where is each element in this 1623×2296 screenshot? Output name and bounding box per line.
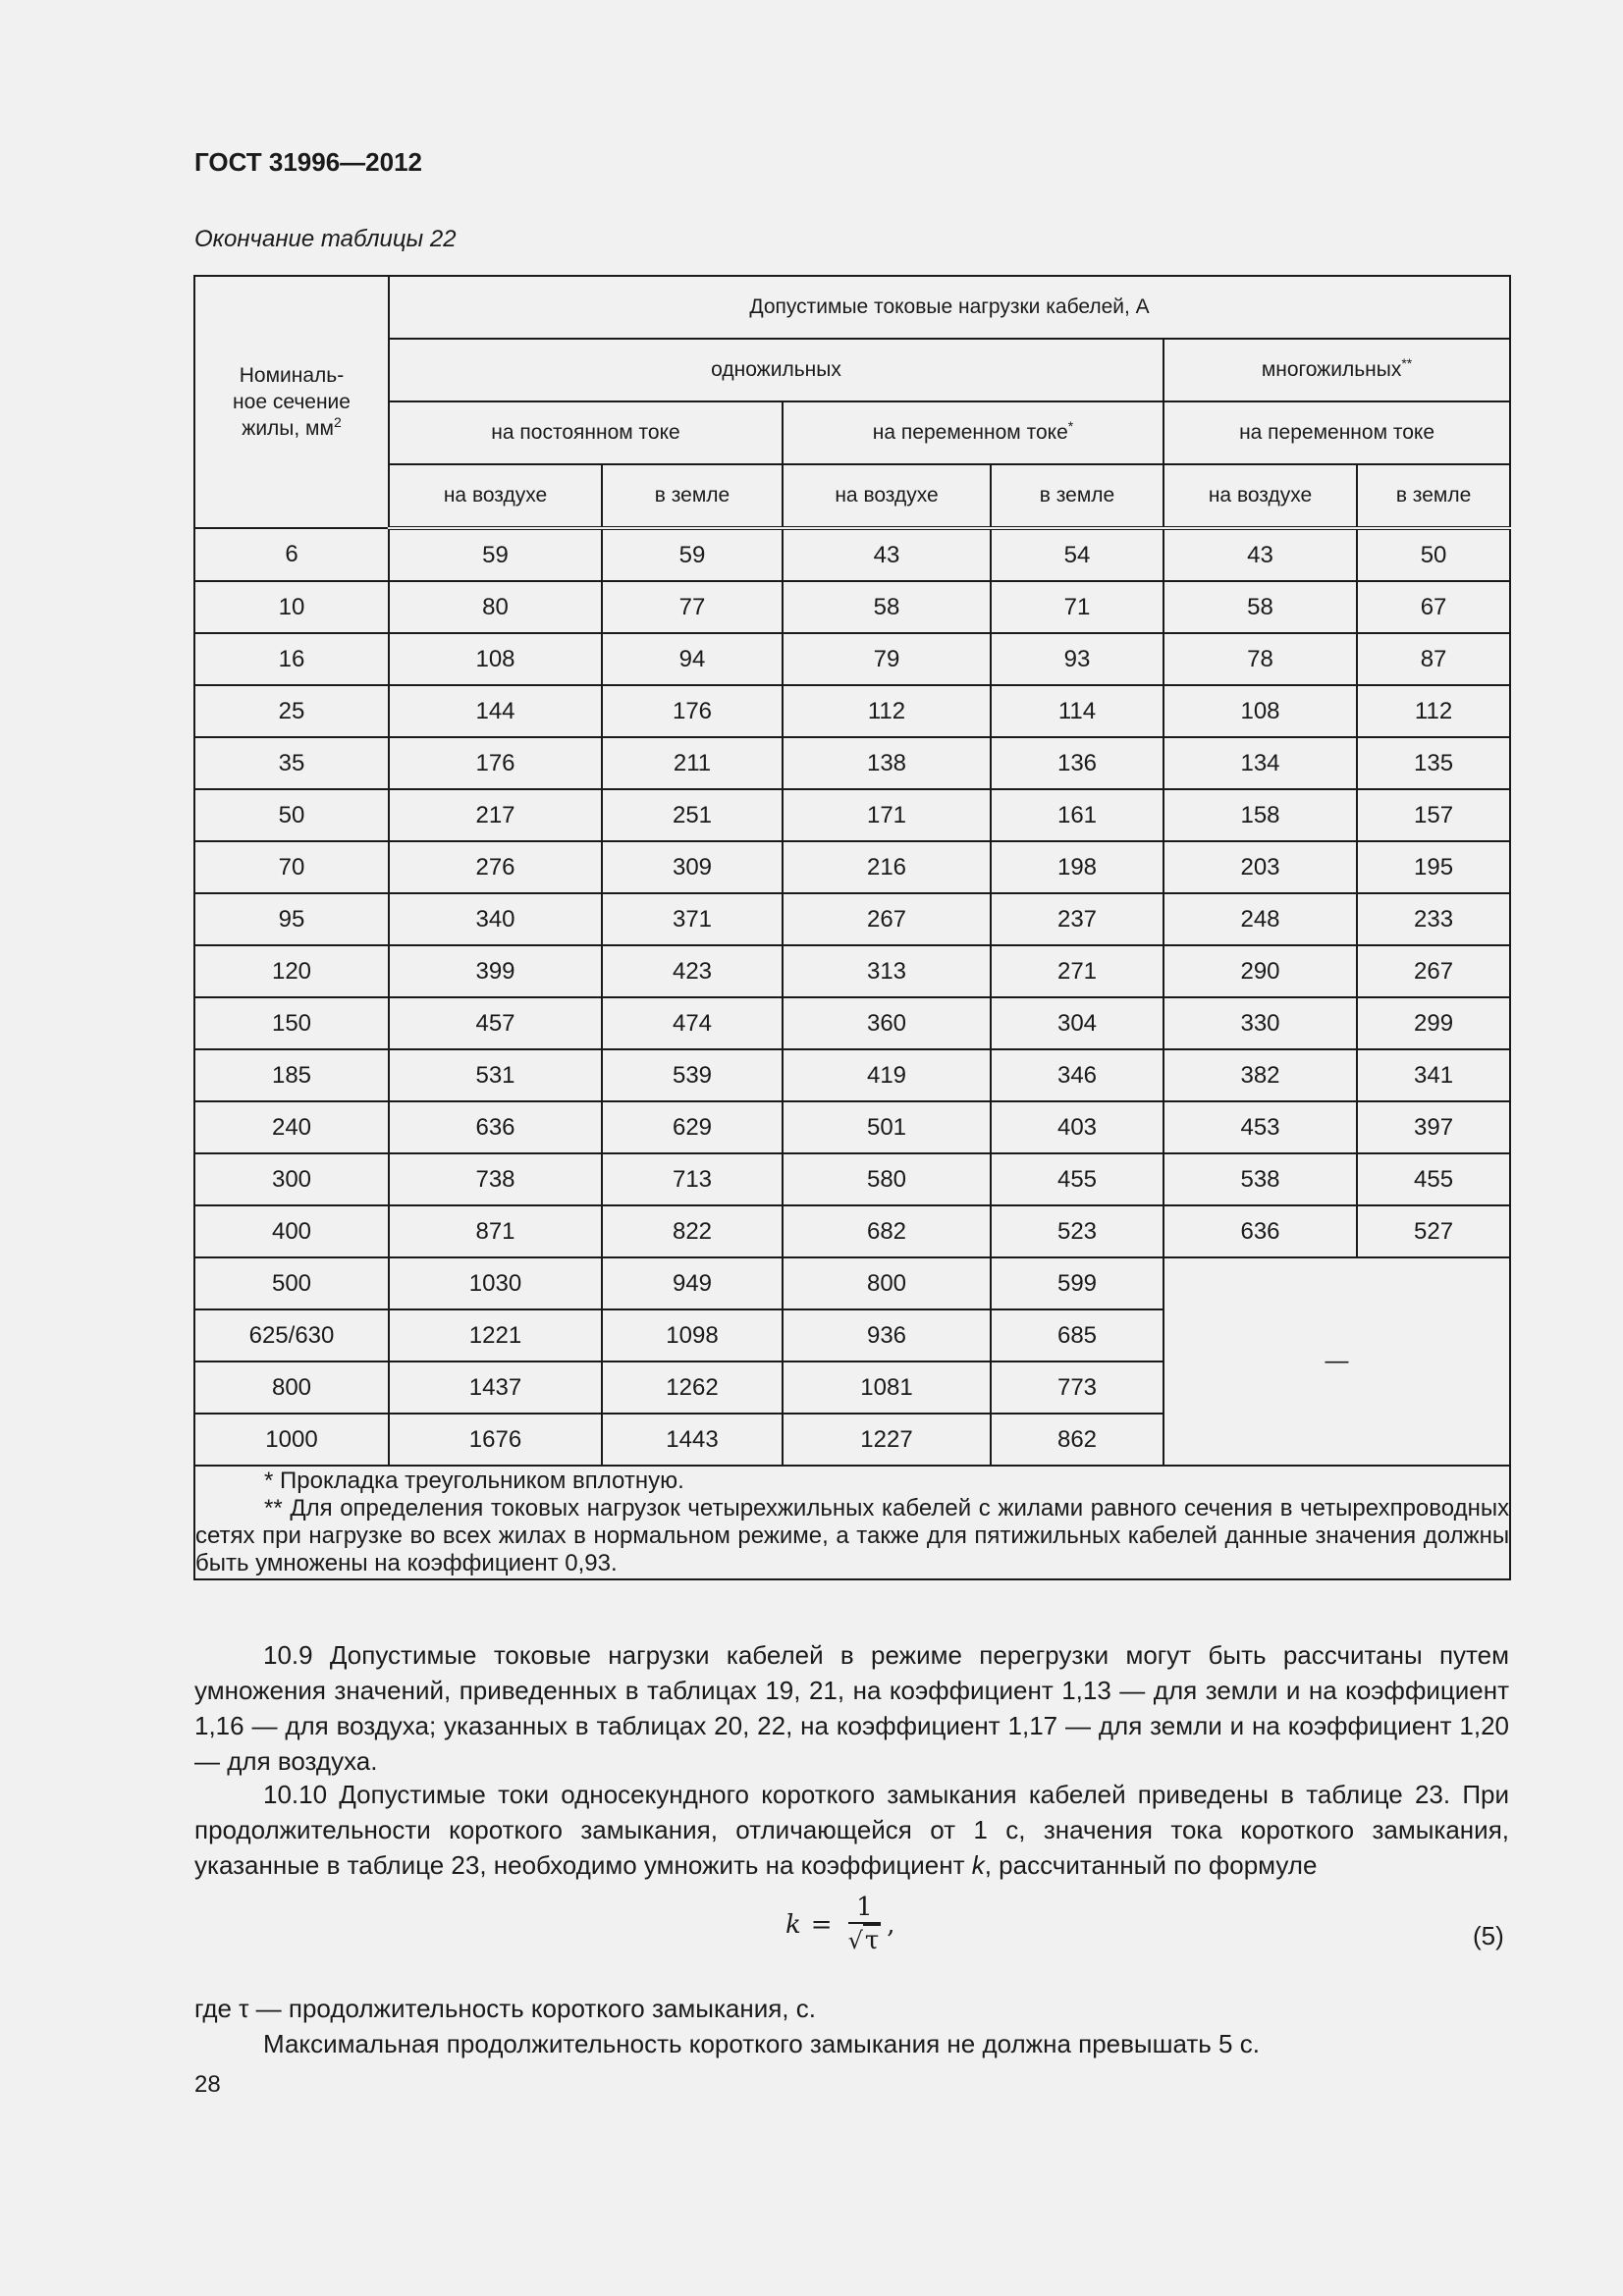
col-header: на воздухе <box>389 464 602 528</box>
col-header: в земле <box>1357 464 1510 528</box>
group-multi-core: многожильных** <box>1163 339 1510 401</box>
cell: 43 <box>783 528 991 581</box>
cell: 217 <box>389 789 602 841</box>
paragraph-10-9 <box>194 1637 1509 1779</box>
coefficient-k: k <box>971 1850 985 1880</box>
table-row <box>194 841 1510 893</box>
cell: 862 <box>991 1414 1163 1466</box>
document-code: ГОСТ 31996—2012 <box>194 147 422 177</box>
cell: 580 <box>783 1153 991 1205</box>
table-row <box>194 945 1510 997</box>
formula-denominator: √τ <box>847 1926 880 1955</box>
cell: 474 <box>602 997 783 1049</box>
cell: 271 <box>991 945 1163 997</box>
cell: 267 <box>783 893 991 945</box>
cell: 248 <box>1163 893 1357 945</box>
cell: 313 <box>783 945 991 997</box>
cell: 80 <box>389 581 602 633</box>
cell: 157 <box>1357 789 1510 841</box>
cell: 457 <box>389 997 602 1049</box>
cell: 79 <box>783 633 991 685</box>
cell: 120 <box>194 945 389 997</box>
cell: 1030 <box>389 1257 602 1309</box>
max-duration-line: Максимальная продолжительность короткого замыкания не должна превышать 5 с. <box>263 2029 1260 2058</box>
cell: 330 <box>1163 997 1357 1049</box>
cell: 300 <box>194 1153 389 1205</box>
equation-number: (5) <box>1473 1921 1504 1950</box>
col-header: на воздухе <box>1163 464 1357 528</box>
cell: 455 <box>1357 1153 1510 1205</box>
formula-tail: , <box>887 1910 895 1940</box>
cell: 949 <box>602 1257 783 1309</box>
sub-ac: на переменном токе* <box>783 401 1163 464</box>
cell: 93 <box>991 633 1163 685</box>
cell: 800 <box>194 1362 389 1414</box>
multi-core-empty-dash: — <box>1163 1257 1510 1466</box>
table-row <box>194 1257 1510 1309</box>
cell: 1000 <box>194 1414 389 1466</box>
cell: 112 <box>783 685 991 737</box>
cell: 150 <box>194 997 389 1049</box>
cell: 500 <box>194 1257 389 1309</box>
cell: 198 <box>991 841 1163 893</box>
cell: 240 <box>194 1101 389 1153</box>
cell: 822 <box>602 1205 783 1257</box>
formula-fraction <box>848 1893 882 1957</box>
corner-line-1: Номиналь- <box>239 364 345 387</box>
cell: 531 <box>389 1049 602 1101</box>
cell: 144 <box>389 685 602 737</box>
cell: 25 <box>194 685 389 737</box>
table-row <box>194 1049 1510 1101</box>
cell: 397 <box>1357 1101 1510 1153</box>
table-row <box>194 789 1510 841</box>
table-row <box>194 997 1510 1049</box>
sqrt-icon: √ <box>847 1927 863 1954</box>
table-row <box>194 737 1510 789</box>
multi-footnote-mark: ** <box>1401 355 1413 371</box>
cell: 1437 <box>389 1362 602 1414</box>
paragraph-text: 10.10 Допустимые токи односекундного короткого замыкания кабелей приведены в таблице 23. При продолжительности короткого замыкания, отличающейся от 1 с, значения тока короткого замыкания, указанные в таблице 23, необходимо умножить на коэффициент k, рассчитанный по формуле <box>194 1780 1509 1880</box>
cell: 6 <box>194 528 389 581</box>
paragraph-10-10 <box>194 1777 1509 1883</box>
note-2: ** Для определения токовых нагрузок четырехжильных кабелей с жилами равного сечения в четырехпроводных сетях при нагрузке во всех жилах в нормальном режиме, а также для пятижильных кабелей данные значения должны быть умножены на коэффициент 0,93. <box>195 1495 1510 1576</box>
cell: 112 <box>1357 685 1510 737</box>
cell: 341 <box>1357 1049 1510 1101</box>
cell: 267 <box>1357 945 1510 997</box>
cell: 171 <box>783 789 991 841</box>
cell: 636 <box>1163 1205 1357 1257</box>
cell: 1098 <box>602 1309 783 1362</box>
cell: 371 <box>602 893 783 945</box>
cell: 419 <box>783 1049 991 1101</box>
formula-lhs: k <box>785 1910 801 1940</box>
cell: 309 <box>602 841 783 893</box>
formula-equals: = <box>810 1910 833 1940</box>
table-body <box>194 528 1510 1579</box>
formula-numerator: 1 <box>848 1893 881 1924</box>
cell: 738 <box>389 1153 602 1205</box>
col-header: в земле <box>991 464 1163 528</box>
cell: 35 <box>194 737 389 789</box>
corner-header <box>194 276 389 528</box>
cell: 800 <box>783 1257 991 1309</box>
cell: 50 <box>194 789 389 841</box>
table-row <box>194 528 1510 581</box>
table-caption: Окончание таблицы 22 <box>194 226 457 252</box>
cell: 453 <box>1163 1101 1357 1153</box>
table-row <box>194 1101 1510 1153</box>
cell: 625/630 <box>194 1309 389 1362</box>
cell: 501 <box>783 1101 991 1153</box>
cell: 251 <box>602 789 783 841</box>
cell: 77 <box>602 581 783 633</box>
group-single-core: одножильных <box>389 339 1163 401</box>
cell: 138 <box>783 737 991 789</box>
cell: 599 <box>991 1257 1163 1309</box>
paragraph-text: 10.9 Допустимые токовые нагрузки кабелей в режиме перегрузки могут быть рассчитаны путем умножения значений, приведенных в таблицах 19, 21, на коэффициент 1,13 — для земли и на коэффициент 1,16 — для воздуха; указанных в таблицах 20, 22, на коэффициент 1,17 — для земли и на коэффициент 1,20 — для воздуха. <box>194 1640 1509 1776</box>
ac-footnote-mark: * <box>1067 418 1074 434</box>
note-1: * Прокладка треугольником вплотную. <box>264 1468 684 1494</box>
cell: 58 <box>783 581 991 633</box>
cell: 16 <box>194 633 389 685</box>
cell: 538 <box>1163 1153 1357 1205</box>
top-header: Допустимые токовые нагрузки кабелей, А <box>389 276 1510 339</box>
cell: 94 <box>602 633 783 685</box>
cell: 136 <box>991 737 1163 789</box>
cell: 713 <box>602 1153 783 1205</box>
cell: 423 <box>602 945 783 997</box>
cell: 195 <box>1357 841 1510 893</box>
formula-5 <box>785 1893 895 1957</box>
cell: 59 <box>389 528 602 581</box>
cell: 523 <box>991 1205 1163 1257</box>
cell: 78 <box>1163 633 1357 685</box>
page-number: 28 <box>194 2071 221 2098</box>
cell: 936 <box>783 1309 991 1362</box>
cell: 216 <box>783 841 991 893</box>
notes-row <box>194 1466 1510 1579</box>
cell: 636 <box>389 1101 602 1153</box>
cell: 290 <box>1163 945 1357 997</box>
cell: 43 <box>1163 528 1357 581</box>
cell: 87 <box>1357 633 1510 685</box>
current-load-table <box>193 275 1511 1580</box>
cell: 304 <box>991 997 1163 1049</box>
cell: 108 <box>1163 685 1357 737</box>
cell: 1227 <box>783 1414 991 1466</box>
corner-line-3: жилы, мм <box>242 417 334 440</box>
cell: 95 <box>194 893 389 945</box>
cell: 185 <box>194 1049 389 1101</box>
cell: 340 <box>389 893 602 945</box>
table-row <box>194 633 1510 685</box>
cell: 50 <box>1357 528 1510 581</box>
table-row <box>194 1205 1510 1257</box>
table-row <box>194 685 1510 737</box>
sub-ac-multi: на переменном токе <box>1163 401 1510 464</box>
cell: 67 <box>1357 581 1510 633</box>
cell: 158 <box>1163 789 1357 841</box>
table-notes <box>194 1466 1510 1579</box>
cell: 10 <box>194 581 389 633</box>
cell: 108 <box>389 633 602 685</box>
cell: 299 <box>1357 997 1510 1049</box>
where-line: где τ — продолжительность короткого замыкания, с. <box>194 1994 816 2023</box>
col-header: на воздухе <box>783 464 991 528</box>
cell: 135 <box>1357 737 1510 789</box>
cell: 176 <box>602 685 783 737</box>
cell: 1221 <box>389 1309 602 1362</box>
cell: 276 <box>389 841 602 893</box>
cell: 211 <box>602 737 783 789</box>
cell: 539 <box>602 1049 783 1101</box>
paragraph-definitions <box>194 1991 1509 2061</box>
cell: 1443 <box>602 1414 783 1466</box>
cell: 682 <box>783 1205 991 1257</box>
cell: 400 <box>194 1205 389 1257</box>
cell: 346 <box>991 1049 1163 1101</box>
cell: 54 <box>991 528 1163 581</box>
cell: 176 <box>389 737 602 789</box>
cell: 1676 <box>389 1414 602 1466</box>
col-header: в земле <box>602 464 783 528</box>
cell: 134 <box>1163 737 1357 789</box>
corner-superscript: 2 <box>333 414 342 430</box>
cell: 382 <box>1163 1049 1357 1101</box>
cell: 527 <box>1357 1205 1510 1257</box>
cell: 773 <box>991 1362 1163 1414</box>
cell: 71 <box>991 581 1163 633</box>
cell: 403 <box>991 1101 1163 1153</box>
corner-line-2: ное сечение <box>233 391 351 413</box>
cell: 237 <box>991 893 1163 945</box>
cell: 70 <box>194 841 389 893</box>
cell: 1262 <box>602 1362 783 1414</box>
cell: 399 <box>389 945 602 997</box>
cell: 360 <box>783 997 991 1049</box>
cell: 59 <box>602 528 783 581</box>
cell: 58 <box>1163 581 1357 633</box>
cell: 1081 <box>783 1362 991 1414</box>
cell: 455 <box>991 1153 1163 1205</box>
cell: 685 <box>991 1309 1163 1362</box>
cell: 161 <box>991 789 1163 841</box>
table-row <box>194 893 1510 945</box>
table-row <box>194 1153 1510 1205</box>
sub-dc: на постоянном токе <box>389 401 783 464</box>
table-row <box>194 581 1510 633</box>
cell: 114 <box>991 685 1163 737</box>
cell: 871 <box>389 1205 602 1257</box>
cell: 629 <box>602 1101 783 1153</box>
cell: 233 <box>1357 893 1510 945</box>
cell: 203 <box>1163 841 1357 893</box>
